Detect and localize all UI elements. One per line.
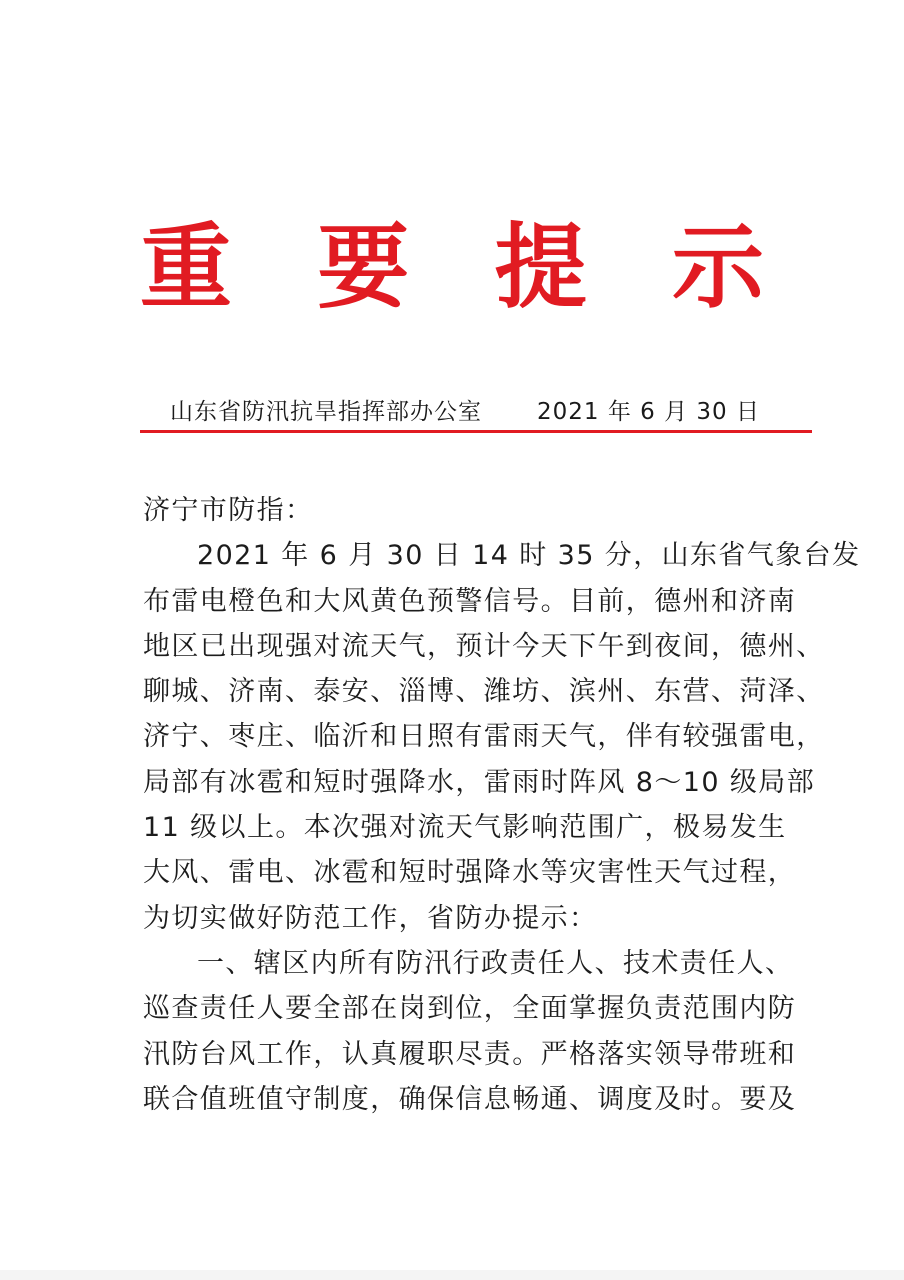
body-line: 聊城、济南、泰安、淄博、潍坊、滨州、东营、菏泽、 <box>143 676 825 708</box>
body-line: 地区已出现强对流天气，预计今天下午到夜间，德州、 <box>143 630 825 662</box>
title-char-2: 要 <box>317 213 410 321</box>
issuer-name: 山东省防汛抗旱指挥部办公室 <box>170 399 482 425</box>
salutation: 济宁市防指： <box>143 495 314 526</box>
body-line: 大风、雷电、冰雹和短时强降水等灾害性天气过程， <box>143 857 797 889</box>
body-line: 汛防台风工作，认真履职尽责。严格落实领导带班和 <box>143 1038 797 1070</box>
document-body <box>143 488 861 1122</box>
body-line: 巡查责任人要全部在岗到位，全面掌握负责范围内防 <box>143 993 797 1025</box>
body-line: 局部有冰雹和短时强降水，雷雨时阵风 8～10 级局部 <box>143 766 816 798</box>
title-char-4: 示 <box>671 213 764 321</box>
red-divider <box>140 430 812 433</box>
body-line: 济宁、枣庄、临沂和日照有雷雨天气，伴有较强雷电， <box>143 721 825 753</box>
title-char-1: 重 <box>140 213 233 321</box>
body-line: 2021 年 6 月 30 日 14 时 35 分，山东省气象台发 <box>197 540 861 572</box>
body-line: 11 级以上。本次强对流天气影响范围广，极易发生 <box>143 812 787 844</box>
title-char-3: 提 <box>494 213 587 321</box>
body-line: 联合值班值守制度，确保信息畅通、调度及时。要及 <box>143 1083 797 1115</box>
body-line: 一、辖区内所有防汛行政责任人、技术责任人、 <box>197 947 794 979</box>
bottom-strip <box>0 1270 904 1280</box>
issuer-row <box>146 394 766 430</box>
body-line: 布雷电橙色和大风黄色预警信号。目前，德州和济南 <box>143 585 797 617</box>
body-line: 为切实做好防范工作，省防办提示： <box>143 902 598 934</box>
issue-date: 2021 年 6 月 30 日 <box>537 399 760 425</box>
document-title <box>140 212 764 322</box>
